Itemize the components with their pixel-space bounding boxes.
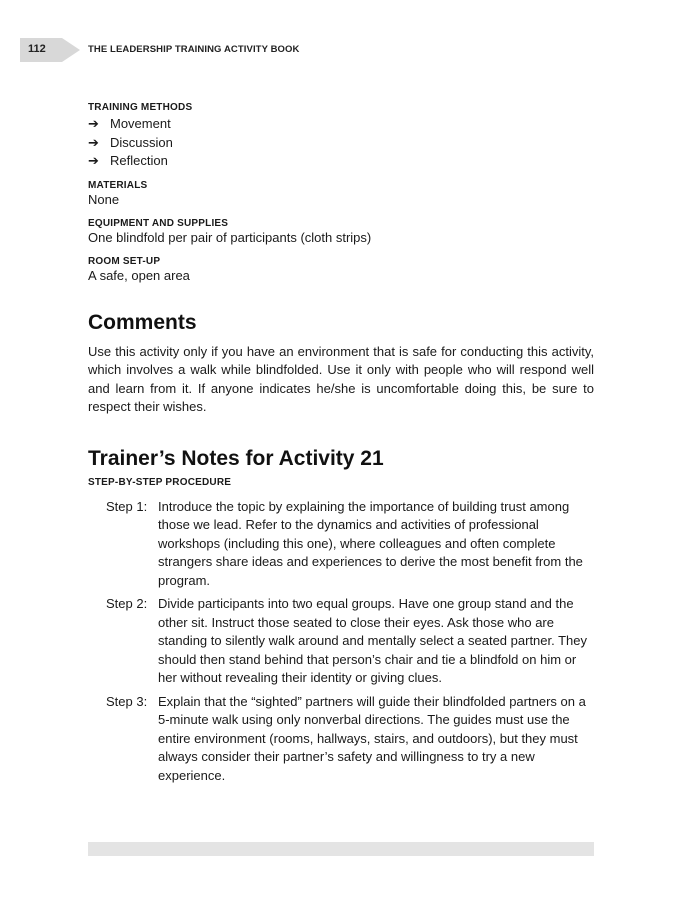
- list-item: [88, 134, 594, 153]
- training-methods-label: TRAINING METHODS: [88, 102, 193, 113]
- footer-bar: [88, 842, 594, 856]
- room-setup-section: [88, 256, 594, 285]
- arrow-icon: ➔: [88, 153, 99, 168]
- step-item: [106, 498, 594, 591]
- steps-list: [106, 498, 594, 786]
- trainer-notes-section: [88, 445, 594, 786]
- training-methods-list: [88, 115, 594, 171]
- method-label: Reflection: [110, 153, 168, 168]
- procedure-label: STEP-BY-STEP PROCEDURE: [88, 476, 232, 488]
- page-content: [88, 102, 594, 790]
- trainer-notes-heading: Trainer’s Notes for Activity 21: [88, 446, 384, 470]
- list-item: [88, 152, 594, 171]
- step-label: Step 1:: [106, 498, 148, 514]
- method-label: Discussion: [110, 134, 173, 150]
- arrow-icon: ➔: [88, 134, 99, 150]
- step-text: Explain that the “sighted” partners will guide their blindfolded partners on a 5-minute walk using only nonverbal directions. The guides must use the entire environment (rooms, hallways, stairs, and outdoors), but they must always consider their partner’s safety and willingness to try a new experience.: [158, 693, 586, 783]
- step-text: Divide participants into two equal groups. Have one group stand and the other sit. Instruct those seated to close their eyes. Ask those who are standing to silently walk around and mentally select a seated partner. They should then stand behind that person’s chair and tie a blindfold on him or her without revealing their identity or giving clues.: [158, 596, 588, 685]
- running-title: THE LEADERSHIP TRAINING ACTIVITY BOOK: [88, 44, 300, 55]
- equipment-label: EQUIPMENT AND SUPPLIES: [88, 217, 229, 229]
- comments-heading: Comments: [88, 310, 197, 334]
- room-setup-value: A safe, open area: [88, 267, 190, 283]
- step-item: [106, 595, 594, 688]
- list-item: [88, 115, 594, 134]
- step-label: Step 3:: [106, 693, 148, 709]
- step-text: Introduce the topic by explaining the importance of building trust among those we lead. Refer to the dynamics and activities of professional workshops (including this one), where colleagues and often complete strangers share ideas and experiences to derive the most benefit from the program.: [158, 498, 583, 588]
- room-setup-label: ROOM SET-UP: [88, 255, 161, 267]
- materials-section: [88, 180, 594, 209]
- equipment-section: [88, 218, 594, 247]
- arrow-icon: ➔: [88, 116, 99, 131]
- page-number: 112: [28, 43, 46, 55]
- materials-value: None: [88, 191, 120, 207]
- step-label: Step 2:: [106, 596, 148, 611]
- step-item: [106, 693, 594, 786]
- comments-section: [88, 309, 594, 417]
- materials-label: MATERIALS: [88, 179, 148, 191]
- training-methods-section: [88, 102, 594, 171]
- equipment-value: One blindfold per pair of participants (cloth strips): [88, 229, 372, 245]
- comments-body: Use this activity only if you have an environment that is safe for conducting this activity, which involves a walk while blindfolded. Use it only with people who will respond well and learn from it. If anyone indicates he/she is uncomfortable doing this, be sure to respect their wishes.: [88, 343, 594, 414]
- method-label: Movement: [110, 116, 171, 131]
